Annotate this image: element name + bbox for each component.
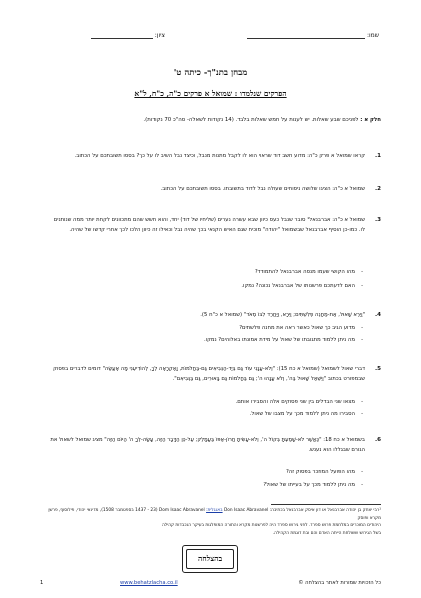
logo-text: בהצלחה (186, 549, 234, 569)
question-number: 1. (374, 153, 381, 159)
name-blank[interactable] (247, 32, 365, 39)
grade-field (91, 32, 165, 39)
question-bullet: - הסבירו מה ניתן ללמוד מכך על מצבו של שאול. (55, 410, 355, 418)
question-number: 4. (374, 312, 381, 318)
grade-blank[interactable] (91, 32, 153, 39)
question-bullet: - מדוע הגיב כך שאול כאשר ראה את מחנה פלשתים? (55, 324, 355, 332)
question-bullet: - מצאו שני הבדלים בין שני פסוקים אלה והסבירו אותם. (55, 398, 355, 406)
question-text: דברי שאול לשמואל (שמואל א כח 15): "וְלֹא-עָנָנִי עוֹד גַּם בְּיַד-הַנְּבִיאִים גַּם-בַּחֲלֹמוֹת, וָאֶקְרָאֶה לְךָ, לְהוֹדִיעֵנִי מָה אֶעֱשֶׂה" דומים לדברים בפסוק שבמפורט בכתוב "וַיִּשְׁאַל שָׁאוּל בַּה', וְלֹא עָנָהוּ ה'; גַּם בַּחֲלֹמוֹת גַּם בָּאוּרִים, גַּם בַּנְּבִיאִם". (53, 366, 365, 382)
question-text: קראו שמואל א פרק כ"ה: מדוע חשב דוד שראוי הוא לו לקבל מתנות מנבל, וכיצד נבל השיב לו על כך? בססו תשובתכם על הכתוב. (74, 153, 365, 159)
footnote-divider (271, 504, 381, 505)
question-number: 3. (374, 217, 381, 223)
question-text: בשמואל א כח 18: "כַּאֲשֶׁר לֹא-שָׁמַעְתָּ בְּקוֹל ה', וְלֹא-עָשִׂיתָ חֲרוֹן-אַפּוֹ בַּעֲמָלֵק; עַל-כֵּן הַדָּבָר הַזֶּה, עָשָׂה-לְךָ ה' הַיּוֹם הַזֶּה" מציג שמואל לשאול את הגורם שבגללו הוא נענש. (50, 437, 365, 453)
footnote-label-hebrew: בכתיבה: (269, 508, 285, 513)
question-text: שמואל א כ"ה: הציגו שלושה ניסוחים שעולה נבל לדוד בתשובתו. בססו תשובתכם על הכתוב. (160, 186, 365, 192)
question-bullet: - מה ניתן ללמוד מתגובתו של שאול על מידת אמונתו באלוהים? נמקו. (55, 336, 355, 344)
grade-label: ציון: (154, 32, 165, 39)
instructions-text: לפניכם שבע שאלות. יש לענות על חמש שאלות בלבד. (14 נקודות לשאלה- סה"כ 70 נקודות). (143, 117, 359, 123)
site-link[interactable]: www.behatzlacha.co.il (120, 580, 178, 586)
exam-title: מבחן בתנ"ך- כיתה ט' (173, 68, 248, 78)
question-bullet: - מהו הפועל המוזכר בפסוק זה? (55, 468, 355, 476)
question-text: שמואל א כ"ה: אברבנאל¹ סובר שנבל כעס כיוון שבא עשרה נערים (שליחיו של דוד) יחד, והוא חשש שהם מתכוונים לקחת יותר ממה שנותנים לו. כמו-כן הוסיף אברבנאל שבשמואל "יהודה" מוכיח שגם האיש הקנאי בכך שהיה נבל וכאילו זה כיוון הלכו לכך אחרי קדשו של שהיה. (53, 217, 365, 233)
part-label: חלק א : (360, 117, 381, 123)
question-bullet: - האם לדעתכם פרשנותו של אברבנאל נכונה? נמקו. (55, 282, 355, 290)
question-number: 2. (374, 186, 381, 192)
chapters-subtitle: הפרקים שנלמדו : שמואל א פרקים כ"ה, כ"ח, ל"א (134, 89, 287, 98)
footnote-latin-name: Don Isaac Abravanel (223, 508, 269, 513)
footnote-line-3: בשל הגירוש ששולחת הייתה האדם והם ובת דוגמת הקהילה. (272, 530, 381, 536)
footnote-line-2: היהודים המוכרים במלחמת פרוש ספרד. לפני גירוש ספרד היה לפרשנות מקרא והתורה המופלגות בעיקר הנכבדות קהילה (162, 523, 381, 528)
footnote-label-english[interactable]: באנגלית: (206, 508, 223, 513)
footnote-dates: (1437 - 23 בספטמבר 1508), מדינאי יהודי, פילוסוף, פרשן מקרא ופוסק (48, 508, 381, 521)
footnote (41, 507, 381, 537)
footnote-prefix: ¹רבי יצחק בן יהודה אברבנאל או דון איסק אברבנאל (286, 508, 381, 513)
behatzlacha-logo (182, 545, 238, 573)
name-label: שמו: (367, 32, 379, 39)
name-field (247, 32, 379, 39)
instructions (41, 116, 381, 125)
question-bullet: - מה ניתן ללמוד מכך על בעייתו של שאול? (55, 481, 355, 489)
copyright-text: כל הזכויות שמורות לאתר בהצלחה © (298, 580, 381, 586)
question-text: "וַיַּרְא שָׁאוּל, אֶת-מַחֲנֵה פְלִשְׁתִּים; וַיִּרָא, וַיֶּחֱרַד לִבּוֹ מְאֹד" (שמואל א כ"ח 5). (200, 312, 365, 318)
question-number: 6. (374, 437, 381, 443)
page-number: 1 (40, 580, 44, 586)
question-bullet: - מהו הקושי שעמו מנסה אברבנאל להתמודד? (55, 268, 355, 276)
footnote-latin-name-2: Dom Isaac Abravanel (158, 508, 205, 513)
question-number: 5. (374, 366, 381, 372)
